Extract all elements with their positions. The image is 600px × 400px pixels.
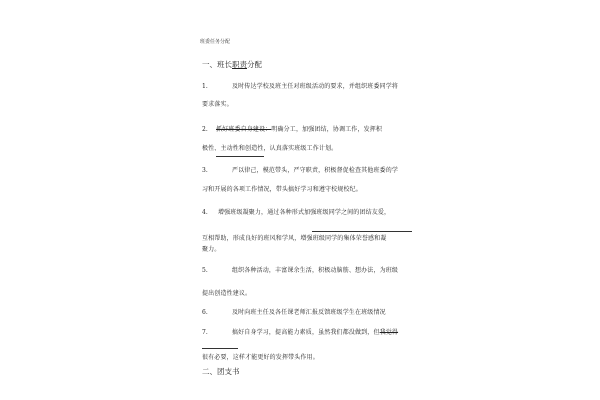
item-4-number: 4. [202, 209, 208, 216]
item-6-line-1: 及时向班主任及各任课老师汇报反馈班级学生在班级情况 [232, 309, 386, 316]
item-7-number: 7. [202, 329, 208, 336]
item-3-line-1: 严以律己，模范带头，严守职责，积极督促检查其他班委的学 [232, 167, 399, 174]
item-5-line-2: 提出创造性建议。 [202, 290, 252, 297]
item-7-struck-text: 我觉得 [379, 329, 399, 336]
section-title-duties: 职责 [232, 60, 247, 69]
item-2-number: 2. [202, 126, 208, 133]
item-6-number: 6. [202, 309, 208, 316]
item-2-underline-rule [216, 156, 264, 157]
item-4-line-3: 聚力。 [202, 246, 221, 253]
section-title-monitor [202, 61, 262, 69]
item-3-line-2: 习和开展的各项工作情况，带头搞好学习和遵守校规校纪。 [202, 186, 362, 193]
section-title-prefix: 一、班长 [202, 60, 232, 69]
item-2-rest-text: 明确分工，加强团结，协调工作，发挥积 [271, 126, 383, 133]
item-4-line-2: 互相帮助，形成良好的班风和学风，增强班级同学的集体荣誉感和凝 [202, 235, 387, 242]
item-7-line-2: 很有必要，这样才能更好的发挥带头作用。 [202, 354, 319, 361]
item-7-line-1 [232, 330, 398, 336]
item-1-line-1: 及时传达学校及班主任对班级活动的要求，并组织班委同学将 [232, 83, 399, 90]
item-4-underline-rule [312, 231, 412, 232]
item-1-line-2: 要求落实。 [202, 101, 233, 108]
item-4-line-1: 增强班级凝聚力，通过各种形式加强班级同学之间的团结友爱， [218, 209, 391, 216]
section-title-suffix: 分配 [247, 60, 262, 69]
header-title: 班委任务分配 [200, 39, 231, 45]
item-7-underline-rule [202, 348, 238, 349]
item-5-number: 5. [202, 267, 208, 274]
item-5-line-1: 组织各种活动，丰富课余生活，积极动脑筋、想办法，为班级 [232, 267, 399, 274]
item-3-number: 3. [202, 167, 208, 174]
item-2-struck-text: 抓好班委自身建设： [216, 126, 272, 133]
item-2-line-2: 极性、主动性和创造性，认真落实班级工作计划。 [202, 145, 338, 152]
item-7-text: 搞好自身学习，提高能力素质，虽然我们都没做到，但 [232, 329, 380, 336]
item-1-number: 1. [202, 83, 208, 90]
section-title-league-secretary: 二、团支书 [202, 367, 240, 376]
item-2-line-1 [216, 127, 382, 133]
